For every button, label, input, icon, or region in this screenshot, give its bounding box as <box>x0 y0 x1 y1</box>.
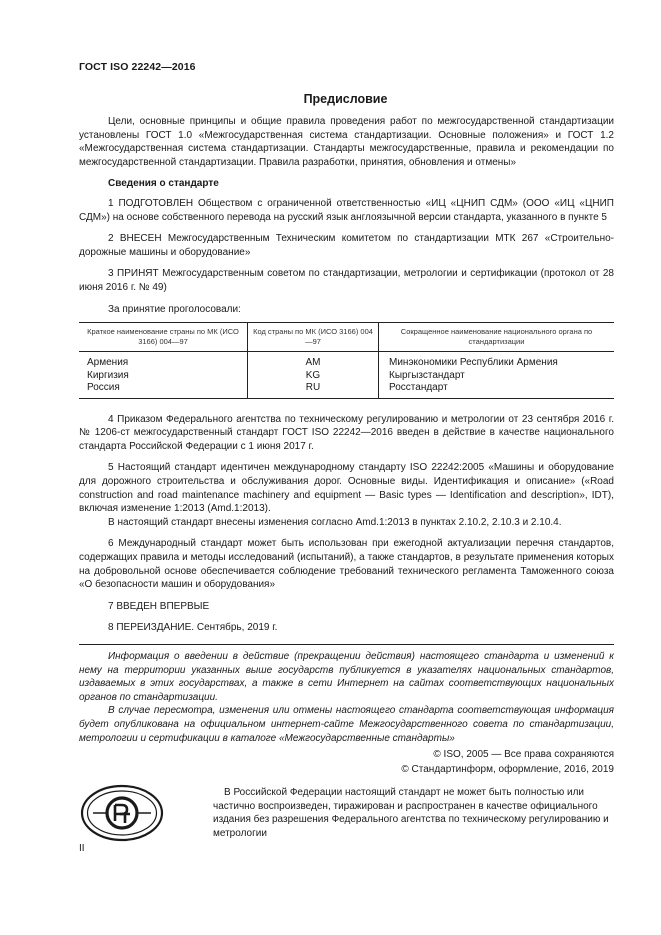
copyright-publisher: © Стандартинформ, оформление, 2016, 2019 <box>401 764 614 775</box>
item-2: 2 ВНЕСЕН Межгосударственным Техническим комитетом по стандартизации МТК 267 «Строительно-дорожные машины и оборудование» <box>79 233 614 258</box>
item-5: 5 Настоящий стандарт идентичен международному стандарту ISO 22242:2005 «Машины и оборудование для дорожного строительства и обслуживания дорог. Основные виды. Идентификация и описание» («Road construction and road maintenance machinery and equipment — Basic types — Identification and description», IDT), включая изменение 1:2013 (Amd.1:2013). <box>79 462 614 515</box>
item-1: 1 ПОДГОТОВЛЕН Обществом с ограниченной ответственностью «ИЦ «ЦНИП СДМ» (ООО «ИЦ «ЦНИП СДМ») на основе собственного перевода на русский язык англоязычной версии стандарта, указанного в пункте 5 <box>79 197 614 223</box>
voting-table <box>79 322 614 399</box>
header-country: Краткое наименование страны по МК (ИСО 3166) 004—97 <box>79 323 248 352</box>
cell-body: Кыргызстандарт <box>389 369 465 381</box>
cell-code: KG <box>248 370 379 383</box>
document-code: ГОСТ ISO 22242—2016 <box>79 61 196 73</box>
item-5-amendment: В настоящий стандарт внесены изменения согласно Amd.1:2013 в пунктах 2.10.2, 2.10.3 и 2.10.4. <box>108 516 562 528</box>
rst-logo-icon <box>80 783 164 848</box>
item-8: 8 ПЕРЕИЗДАНИЕ. Сентябрь, 2019 г. <box>108 622 278 634</box>
item-4: 4 Приказом Федерального агентства по техническому регулированию и метрологии от 23 сентября 2016 г. № 1206-ст межгосударственный стандарт ГОСТ ISO 22242—2016 введен в действие в качестве национального стандарта Российской Федерации с 1 июня 2017 г. <box>79 413 614 452</box>
section-subheading: Сведения о стандарте <box>108 178 219 190</box>
copyright-iso: © ISO, 2005 — Все права сохраняются <box>433 749 614 760</box>
cell-body: Минэкономики Республики Армения <box>389 357 558 369</box>
table-row <box>79 352 614 370</box>
info-note-2: В случае пересмотра, изменения или отмены настоящего стандарта соответствующая информация будет опубликована на официальном интернет-сайте Межгосударственного совета по стандартизации, метрологии и сертификации в каталоге «Межгосударственные стандарты» <box>79 705 614 744</box>
info-note-1: Информация о введении в действие (прекращении действия) настоящего стандарта и изменений к нему на территории указанных выше государств публикуется в указателях национальных стандартов, издаваемых в этих государствах, а также в сети Интернет на сайтах соответствующих национальных органов по стандартизации. <box>79 650 614 703</box>
reproduction-notice <box>213 786 614 840</box>
item-7: 7 ВВЕДЕН ВПЕРВЫЕ <box>108 600 210 612</box>
item-6: 6 Международный стандарт может быть использован при ежегодной актуализации перечня стандартов, содержащих правила и методы исследований (испытаний), а также стандартов, в результате применения которых на добровольной основе обеспечивается соблюдение требований технического регламента Таможенного союза «О безопасности машин и оборудования» <box>79 538 614 591</box>
table-header-row <box>79 323 614 352</box>
intro-paragraph: Цели, основные принципы и общие правила проведения работ по межгосударственной стандартизации установлены ГОСТ 1.0 «Межгосударственная система стандартизации. Основные положения» и ГОСТ 1.2 «Межгосударственная система стандартизации. Стандарты межгосударственные, правила и рекомендации по межгосударственной стандартизации. Правила разработки, принятия, обновления и отмены» <box>79 116 614 168</box>
cell-country: Россия <box>79 382 248 398</box>
item-3: 3 ПРИНЯТ Межгосударственным советом по стандартизации, метрологии и сертификации (протокол от 28 июня 2016 г. № 49) <box>79 268 614 293</box>
cell-code: RU <box>248 382 379 398</box>
copyright-block <box>401 747 614 777</box>
header-code: Код страны по МК (ИСО 3166) 004—97 <box>248 323 379 352</box>
page-number: II <box>79 843 85 854</box>
table-row <box>79 370 614 383</box>
cell-body: Росстандарт <box>379 382 615 398</box>
page-title: Предисловие <box>303 92 388 106</box>
cell-code: AM <box>248 352 379 370</box>
header-body: Сокращенное наименование национального органа по стандартизации <box>379 323 615 352</box>
vote-label: За принятие проголосовали: <box>108 303 241 315</box>
notice-text: В Российской Федерации настоящий стандарт не может быть полностью или частично воспроизведен, тиражирован и распространен в качестве официального издания без разрешения Федерального агентства по техническому регулированию и метрологии <box>213 787 609 839</box>
cell-country: Армения <box>79 352 248 370</box>
cell-country: Киргизия <box>79 370 248 383</box>
foreword-body <box>79 115 614 745</box>
table-row <box>79 382 614 398</box>
